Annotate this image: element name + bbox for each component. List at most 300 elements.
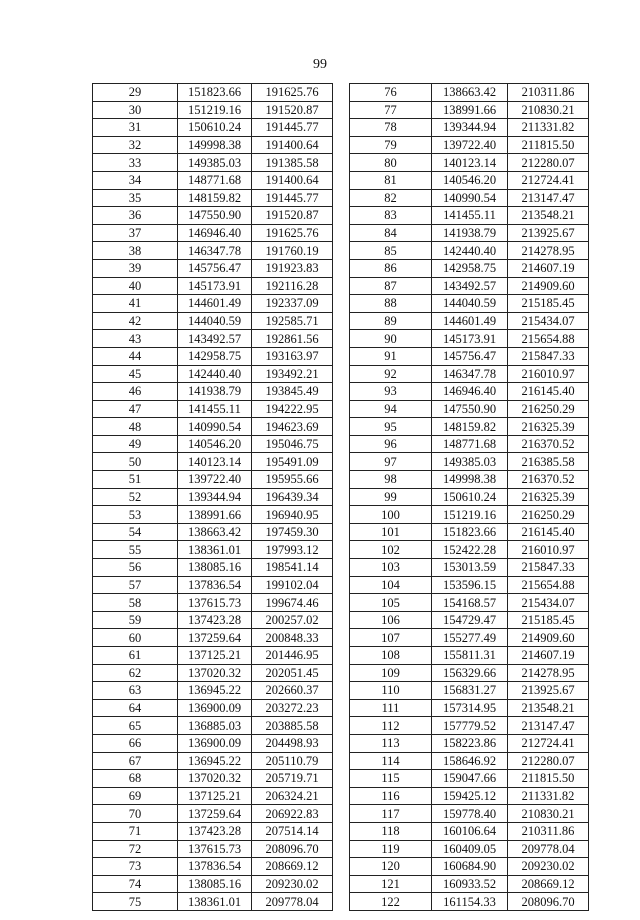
y-coordinate-cell: 215185.45	[508, 295, 589, 313]
x-coordinate-cell: 148771.68	[432, 435, 508, 453]
y-coordinate-cell: 216010.97	[508, 365, 589, 383]
x-coordinate-cell: 158646.92	[432, 752, 508, 770]
point-number-cell: 52	[93, 488, 178, 506]
point-number-cell: 33	[93, 154, 178, 172]
x-coordinate-cell: 146347.78	[432, 365, 508, 383]
x-coordinate-cell: 138991.66	[432, 101, 508, 119]
y-coordinate-cell: 202660.37	[252, 682, 333, 700]
x-coordinate-cell: 144040.59	[432, 295, 508, 313]
x-coordinate-cell: 149998.38	[178, 136, 252, 154]
table-row	[350, 224, 589, 242]
coordinates-table-right-body	[350, 84, 589, 911]
y-coordinate-cell: 208096.70	[252, 840, 333, 858]
table-row	[350, 893, 589, 911]
x-coordinate-cell: 138991.66	[178, 506, 252, 524]
y-coordinate-cell: 213147.47	[508, 717, 589, 735]
table-row	[350, 541, 589, 559]
point-number-cell: 76	[350, 84, 432, 102]
x-coordinate-cell: 160933.52	[432, 875, 508, 893]
point-number-cell: 73	[93, 858, 178, 876]
table-row	[350, 699, 589, 717]
y-coordinate-cell: 212280.07	[508, 752, 589, 770]
y-coordinate-cell: 199674.46	[252, 594, 333, 612]
table-row	[350, 347, 589, 365]
x-coordinate-cell: 137423.28	[178, 822, 252, 840]
point-number-cell: 110	[350, 682, 432, 700]
table-row	[93, 224, 333, 242]
y-coordinate-cell: 211815.50	[508, 136, 589, 154]
table-row	[350, 435, 589, 453]
x-coordinate-cell: 141455.11	[178, 400, 252, 418]
table-row	[93, 277, 333, 295]
point-number-cell: 56	[93, 559, 178, 577]
y-coordinate-cell: 215847.33	[508, 347, 589, 365]
y-coordinate-cell: 205110.79	[252, 752, 333, 770]
point-number-cell: 86	[350, 259, 432, 277]
point-number-cell: 74	[93, 875, 178, 893]
table-row	[350, 594, 589, 612]
y-coordinate-cell: 213548.21	[508, 699, 589, 717]
y-coordinate-cell: 214607.19	[508, 259, 589, 277]
table-row	[93, 365, 333, 383]
table-row	[350, 523, 589, 541]
point-number-cell: 41	[93, 295, 178, 313]
x-coordinate-cell: 136945.22	[178, 752, 252, 770]
point-number-cell: 96	[350, 435, 432, 453]
point-number-cell: 122	[350, 893, 432, 911]
point-number-cell: 102	[350, 541, 432, 559]
table-row	[93, 893, 333, 911]
point-number-cell: 97	[350, 453, 432, 471]
table-row	[350, 383, 589, 401]
y-coordinate-cell: 193163.97	[252, 347, 333, 365]
table-row	[93, 664, 333, 682]
point-number-cell: 45	[93, 365, 178, 383]
point-number-cell: 72	[93, 840, 178, 858]
point-number-cell: 118	[350, 822, 432, 840]
table-row	[93, 418, 333, 436]
point-number-cell: 119	[350, 840, 432, 858]
point-number-cell: 59	[93, 611, 178, 629]
y-coordinate-cell: 195046.75	[252, 435, 333, 453]
table-row	[93, 523, 333, 541]
y-coordinate-cell: 206922.83	[252, 805, 333, 823]
y-coordinate-cell: 200257.02	[252, 611, 333, 629]
table-row	[350, 154, 589, 172]
x-coordinate-cell: 143492.57	[178, 330, 252, 348]
x-coordinate-cell: 142958.75	[432, 259, 508, 277]
table-row	[350, 101, 589, 119]
y-coordinate-cell: 191520.87	[252, 101, 333, 119]
table-row	[93, 559, 333, 577]
y-coordinate-cell: 216250.29	[508, 400, 589, 418]
point-number-cell: 93	[350, 383, 432, 401]
table-row	[93, 875, 333, 893]
point-number-cell: 34	[93, 171, 178, 189]
y-coordinate-cell: 214278.95	[508, 664, 589, 682]
point-number-cell: 49	[93, 435, 178, 453]
y-coordinate-cell: 200848.33	[252, 629, 333, 647]
table-row	[93, 858, 333, 876]
y-coordinate-cell: 193492.21	[252, 365, 333, 383]
table-row	[350, 770, 589, 788]
table-row	[350, 453, 589, 471]
y-coordinate-cell: 208096.70	[508, 893, 589, 911]
table-row	[93, 770, 333, 788]
table-row	[93, 171, 333, 189]
point-number-cell: 100	[350, 506, 432, 524]
x-coordinate-cell: 160409.05	[432, 840, 508, 858]
x-coordinate-cell: 146946.40	[178, 224, 252, 242]
y-coordinate-cell: 212724.41	[508, 734, 589, 752]
point-number-cell: 113	[350, 734, 432, 752]
point-number-cell: 105	[350, 594, 432, 612]
y-coordinate-cell: 191760.19	[252, 242, 333, 260]
point-number-cell: 80	[350, 154, 432, 172]
y-coordinate-cell: 201446.95	[252, 647, 333, 665]
table-row	[350, 312, 589, 330]
point-number-cell: 47	[93, 400, 178, 418]
x-coordinate-cell: 160684.90	[432, 858, 508, 876]
y-coordinate-cell: 208669.12	[508, 875, 589, 893]
y-coordinate-cell: 192337.09	[252, 295, 333, 313]
point-number-cell: 116	[350, 787, 432, 805]
x-coordinate-cell: 141938.79	[178, 383, 252, 401]
point-number-cell: 67	[93, 752, 178, 770]
table-row	[93, 136, 333, 154]
x-coordinate-cell: 155277.49	[432, 629, 508, 647]
y-coordinate-cell: 213147.47	[508, 189, 589, 207]
y-coordinate-cell: 197459.30	[252, 523, 333, 541]
y-coordinate-cell: 197993.12	[252, 541, 333, 559]
table-row	[350, 875, 589, 893]
point-number-cell: 90	[350, 330, 432, 348]
table-row	[350, 330, 589, 348]
x-coordinate-cell: 150610.24	[432, 488, 508, 506]
y-coordinate-cell: 216145.40	[508, 383, 589, 401]
point-number-cell: 38	[93, 242, 178, 260]
x-coordinate-cell: 145173.91	[432, 330, 508, 348]
x-coordinate-cell: 139722.40	[178, 471, 252, 489]
point-number-cell: 40	[93, 277, 178, 295]
y-coordinate-cell: 196439.34	[252, 488, 333, 506]
x-coordinate-cell: 136900.09	[178, 699, 252, 717]
point-number-cell: 106	[350, 611, 432, 629]
x-coordinate-cell: 136900.09	[178, 734, 252, 752]
table-row	[350, 664, 589, 682]
x-coordinate-cell: 152422.28	[432, 541, 508, 559]
y-coordinate-cell: 214278.95	[508, 242, 589, 260]
y-coordinate-cell: 191385.58	[252, 154, 333, 172]
point-number-cell: 62	[93, 664, 178, 682]
x-coordinate-cell: 153596.15	[432, 576, 508, 594]
table-row	[93, 734, 333, 752]
table-row	[350, 805, 589, 823]
point-number-cell: 37	[93, 224, 178, 242]
point-number-cell: 57	[93, 576, 178, 594]
point-number-cell: 75	[93, 893, 178, 911]
table-row	[93, 154, 333, 172]
point-number-cell: 48	[93, 418, 178, 436]
point-number-cell: 39	[93, 259, 178, 277]
point-number-cell: 53	[93, 506, 178, 524]
x-coordinate-cell: 156329.66	[432, 664, 508, 682]
x-coordinate-cell: 159425.12	[432, 787, 508, 805]
x-coordinate-cell: 157779.52	[432, 717, 508, 735]
y-coordinate-cell: 211815.50	[508, 770, 589, 788]
point-number-cell: 32	[93, 136, 178, 154]
y-coordinate-cell: 215654.88	[508, 330, 589, 348]
y-coordinate-cell: 191400.64	[252, 136, 333, 154]
x-coordinate-cell: 145756.47	[432, 347, 508, 365]
y-coordinate-cell: 209778.04	[508, 840, 589, 858]
y-coordinate-cell: 191625.76	[252, 224, 333, 242]
x-coordinate-cell: 139722.40	[432, 136, 508, 154]
table-row	[350, 171, 589, 189]
y-coordinate-cell: 211331.82	[508, 787, 589, 805]
table-row	[93, 629, 333, 647]
table-row	[350, 629, 589, 647]
y-coordinate-cell: 191625.76	[252, 84, 333, 102]
point-number-cell: 115	[350, 770, 432, 788]
table-row	[350, 400, 589, 418]
x-coordinate-cell: 156831.27	[432, 682, 508, 700]
x-coordinate-cell: 138361.01	[178, 893, 252, 911]
x-coordinate-cell: 146347.78	[178, 242, 252, 260]
y-coordinate-cell: 213925.67	[508, 682, 589, 700]
point-number-cell: 89	[350, 312, 432, 330]
x-coordinate-cell: 146946.40	[432, 383, 508, 401]
y-coordinate-cell: 209230.02	[252, 875, 333, 893]
y-coordinate-cell: 215654.88	[508, 576, 589, 594]
y-coordinate-cell: 209778.04	[252, 893, 333, 911]
y-coordinate-cell: 205719.71	[252, 770, 333, 788]
y-coordinate-cell: 214909.60	[508, 277, 589, 295]
point-number-cell: 44	[93, 347, 178, 365]
y-coordinate-cell: 198541.14	[252, 559, 333, 577]
point-number-cell: 99	[350, 488, 432, 506]
y-coordinate-cell: 207514.14	[252, 822, 333, 840]
x-coordinate-cell: 138361.01	[178, 541, 252, 559]
point-number-cell: 51	[93, 471, 178, 489]
table-row	[350, 277, 589, 295]
x-coordinate-cell: 138085.16	[178, 875, 252, 893]
x-coordinate-cell: 142440.40	[432, 242, 508, 260]
y-coordinate-cell: 215185.45	[508, 611, 589, 629]
y-coordinate-cell: 192861.56	[252, 330, 333, 348]
point-number-cell: 36	[93, 207, 178, 225]
table-row	[93, 471, 333, 489]
table-row	[93, 840, 333, 858]
table-row	[350, 189, 589, 207]
table-row	[93, 119, 333, 137]
x-coordinate-cell: 153013.59	[432, 559, 508, 577]
x-coordinate-cell: 149385.03	[178, 154, 252, 172]
table-row	[93, 541, 333, 559]
y-coordinate-cell: 216385.58	[508, 453, 589, 471]
x-coordinate-cell: 151823.66	[178, 84, 252, 102]
y-coordinate-cell: 193845.49	[252, 383, 333, 401]
point-number-cell: 95	[350, 418, 432, 436]
point-number-cell: 65	[93, 717, 178, 735]
x-coordinate-cell: 137020.32	[178, 770, 252, 788]
y-coordinate-cell: 204498.93	[252, 734, 333, 752]
table-row	[93, 435, 333, 453]
y-coordinate-cell: 212280.07	[508, 154, 589, 172]
y-coordinate-cell: 191445.77	[252, 189, 333, 207]
y-coordinate-cell: 212724.41	[508, 171, 589, 189]
table-row	[93, 752, 333, 770]
y-coordinate-cell: 195491.09	[252, 453, 333, 471]
page-number: 99	[313, 57, 327, 72]
y-coordinate-cell: 216325.39	[508, 418, 589, 436]
table-row	[350, 611, 589, 629]
point-number-cell: 114	[350, 752, 432, 770]
table-row	[93, 611, 333, 629]
y-coordinate-cell: 215434.07	[508, 312, 589, 330]
table-row	[93, 717, 333, 735]
table-row	[93, 330, 333, 348]
table-row	[350, 365, 589, 383]
y-coordinate-cell: 206324.21	[252, 787, 333, 805]
table-row	[93, 488, 333, 506]
point-number-cell: 55	[93, 541, 178, 559]
x-coordinate-cell: 144040.59	[178, 312, 252, 330]
y-coordinate-cell: 215434.07	[508, 594, 589, 612]
table-row	[350, 734, 589, 752]
x-coordinate-cell: 144601.49	[178, 295, 252, 313]
x-coordinate-cell: 138085.16	[178, 559, 252, 577]
y-coordinate-cell: 210311.86	[508, 84, 589, 102]
point-number-cell: 78	[350, 119, 432, 137]
y-coordinate-cell: 213925.67	[508, 224, 589, 242]
y-coordinate-cell: 199102.04	[252, 576, 333, 594]
y-coordinate-cell: 213548.21	[508, 207, 589, 225]
y-coordinate-cell: 214909.60	[508, 629, 589, 647]
x-coordinate-cell: 143492.57	[432, 277, 508, 295]
y-coordinate-cell: 210830.21	[508, 101, 589, 119]
point-number-cell: 31	[93, 119, 178, 137]
point-number-cell: 77	[350, 101, 432, 119]
x-coordinate-cell: 145173.91	[178, 277, 252, 295]
table-row	[350, 840, 589, 858]
point-number-cell: 107	[350, 629, 432, 647]
table-row	[93, 787, 333, 805]
x-coordinate-cell: 151823.66	[432, 523, 508, 541]
table-row	[93, 647, 333, 665]
x-coordinate-cell: 144601.49	[432, 312, 508, 330]
x-coordinate-cell: 147550.90	[178, 207, 252, 225]
y-coordinate-cell: 210830.21	[508, 805, 589, 823]
point-number-cell: 121	[350, 875, 432, 893]
x-coordinate-cell: 139344.94	[432, 119, 508, 137]
point-number-cell: 85	[350, 242, 432, 260]
table-row	[350, 559, 589, 577]
y-coordinate-cell: 192116.28	[252, 277, 333, 295]
point-number-cell: 64	[93, 699, 178, 717]
x-coordinate-cell: 137615.73	[178, 594, 252, 612]
x-coordinate-cell: 147550.90	[432, 400, 508, 418]
table-row	[93, 207, 333, 225]
x-coordinate-cell: 140123.14	[178, 453, 252, 471]
y-coordinate-cell: 196940.95	[252, 506, 333, 524]
y-coordinate-cell: 203885.58	[252, 717, 333, 735]
table-row	[350, 576, 589, 594]
table-row	[93, 383, 333, 401]
point-number-cell: 29	[93, 84, 178, 102]
x-coordinate-cell: 140123.14	[432, 154, 508, 172]
point-number-cell: 68	[93, 770, 178, 788]
x-coordinate-cell: 154729.47	[432, 611, 508, 629]
y-coordinate-cell: 203272.23	[252, 699, 333, 717]
point-number-cell: 98	[350, 471, 432, 489]
x-coordinate-cell: 139344.94	[178, 488, 252, 506]
point-number-cell: 30	[93, 101, 178, 119]
table-row	[93, 84, 333, 102]
table-row	[93, 347, 333, 365]
table-row	[93, 594, 333, 612]
y-coordinate-cell: 214607.19	[508, 647, 589, 665]
table-row	[93, 312, 333, 330]
table-row	[93, 400, 333, 418]
table-row	[350, 84, 589, 102]
point-number-cell: 63	[93, 682, 178, 700]
x-coordinate-cell: 137259.64	[178, 805, 252, 823]
table-row	[350, 717, 589, 735]
point-number-cell: 81	[350, 171, 432, 189]
x-coordinate-cell: 138663.42	[432, 84, 508, 102]
table-row	[350, 418, 589, 436]
x-coordinate-cell: 161154.33	[432, 893, 508, 911]
point-number-cell: 71	[93, 822, 178, 840]
table-row	[93, 805, 333, 823]
table-row	[93, 453, 333, 471]
table-row	[350, 822, 589, 840]
table-row	[350, 119, 589, 137]
x-coordinate-cell: 137615.73	[178, 840, 252, 858]
x-coordinate-cell: 148159.82	[432, 418, 508, 436]
y-coordinate-cell: 210311.86	[508, 822, 589, 840]
coordinates-table-left	[92, 83, 333, 911]
y-coordinate-cell: 191445.77	[252, 119, 333, 137]
x-coordinate-cell: 158223.86	[432, 734, 508, 752]
x-coordinate-cell: 142440.40	[178, 365, 252, 383]
x-coordinate-cell: 137125.21	[178, 647, 252, 665]
point-number-cell: 42	[93, 312, 178, 330]
point-number-cell: 91	[350, 347, 432, 365]
x-coordinate-cell: 141938.79	[432, 224, 508, 242]
x-coordinate-cell: 138663.42	[178, 523, 252, 541]
x-coordinate-cell: 160106.64	[432, 822, 508, 840]
point-number-cell: 46	[93, 383, 178, 401]
point-number-cell: 60	[93, 629, 178, 647]
y-coordinate-cell: 191923.83	[252, 259, 333, 277]
y-coordinate-cell: 216145.40	[508, 523, 589, 541]
point-number-cell: 117	[350, 805, 432, 823]
point-number-cell: 43	[93, 330, 178, 348]
x-coordinate-cell: 151219.16	[432, 506, 508, 524]
table-row	[93, 822, 333, 840]
x-coordinate-cell: 140546.20	[432, 171, 508, 189]
coordinates-table-right	[349, 83, 589, 911]
y-coordinate-cell: 191520.87	[252, 207, 333, 225]
y-coordinate-cell: 202051.45	[252, 664, 333, 682]
table-row	[350, 207, 589, 225]
point-number-cell: 92	[350, 365, 432, 383]
x-coordinate-cell: 150610.24	[178, 119, 252, 137]
x-coordinate-cell: 136885.03	[178, 717, 252, 735]
x-coordinate-cell: 137259.64	[178, 629, 252, 647]
